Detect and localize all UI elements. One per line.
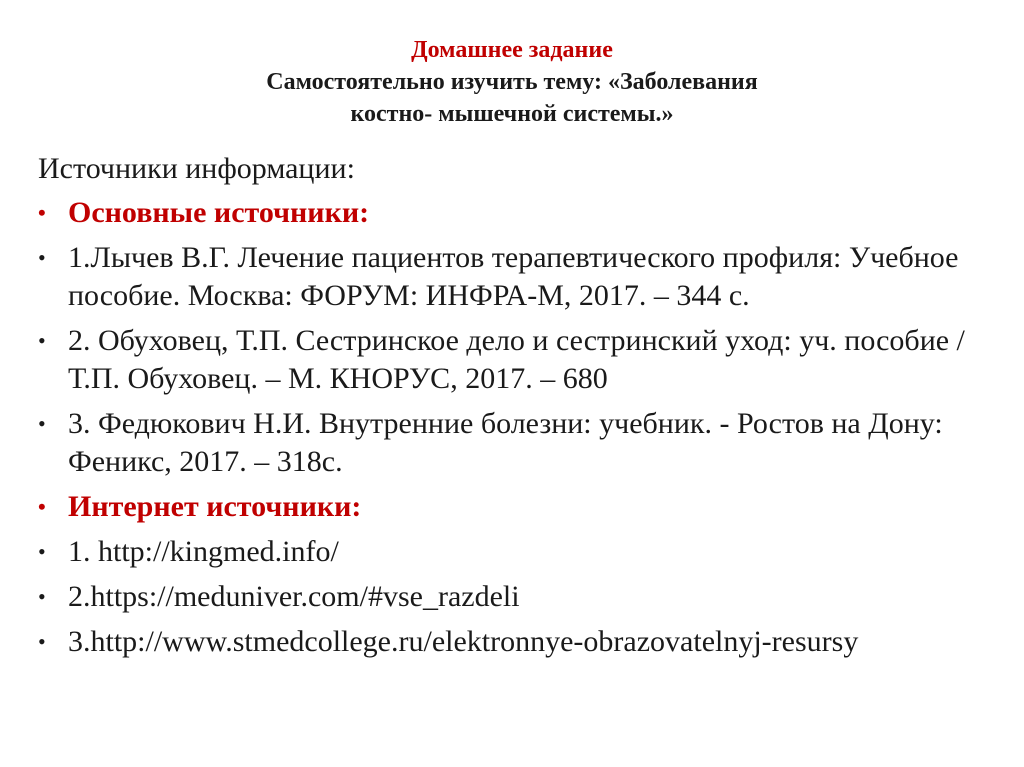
list-item bbox=[38, 322, 998, 398]
list-item bbox=[38, 578, 998, 616]
topic-line-continued: костно- мышечной системы.» bbox=[350, 101, 674, 127]
bullet-icon: • bbox=[38, 200, 46, 225]
bullet-icon: • bbox=[38, 629, 46, 654]
book-source-1: 1.Лычев В.Г. Лечение пациентов терапевтического профиля: Учебное пособие. Москва: ФОРУМ: ИНФРА-М, 2017. – 344 с. bbox=[68, 241, 959, 312]
main-sources-heading bbox=[38, 194, 998, 232]
internet-source-1: 1. http://kingmed.info/ bbox=[68, 535, 339, 568]
homework-heading: Домашнее задание bbox=[411, 37, 613, 63]
internet-source-2: 2.https://meduniver.com/#vse_razdeli bbox=[68, 580, 520, 613]
internet-sources-heading bbox=[38, 488, 998, 526]
list-item bbox=[38, 533, 998, 571]
bullet-icon: • bbox=[38, 539, 46, 564]
list-item bbox=[38, 623, 998, 661]
main-sources-heading-text: Основные источники: bbox=[68, 196, 370, 229]
slide-content bbox=[38, 150, 998, 668]
topic-line: Самостоятельно изучить тему: «Заболевания bbox=[266, 69, 758, 95]
slide-title bbox=[0, 34, 1024, 130]
bullet-icon: • bbox=[38, 584, 46, 609]
bullet-icon: • bbox=[38, 494, 46, 519]
book-source-2: 2. Обуховец, Т.П. Сестринское дело и сестринский уход: уч. пособие / Т.П. Обуховец. – М. КНОРУС, 2017. – 680 bbox=[68, 324, 965, 395]
internet-sources-heading-text: Интернет источники: bbox=[68, 490, 362, 523]
sources-intro: Источники информации: bbox=[38, 152, 355, 185]
internet-source-3: 3.http://www.stmedcollege.ru/elektronnye-obrazovatelnyj-resursy bbox=[68, 625, 859, 658]
list-item bbox=[38, 405, 998, 481]
sources-list bbox=[38, 194, 998, 661]
book-source-3: 3. Федюкович Н.И. Внутренние болезни: учебник. - Ростов на Дону: Феникс, 2017. – 318с. bbox=[68, 407, 943, 478]
bullet-icon: • bbox=[38, 245, 46, 270]
bullet-icon: • bbox=[38, 411, 46, 436]
list-item bbox=[38, 239, 998, 315]
bullet-icon: • bbox=[38, 328, 46, 353]
